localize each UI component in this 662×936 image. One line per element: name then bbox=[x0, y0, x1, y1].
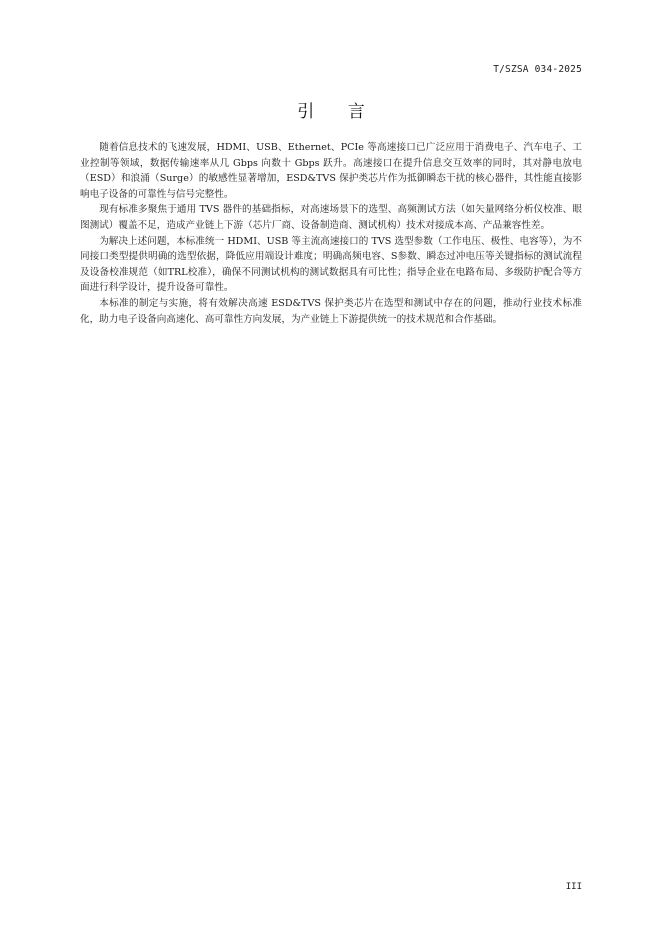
paragraph-background: 随着信息技术的飞速发展，HDMI、USB、Ethernet、PCIe 等高速接口已广泛应用于消费电子、汽车电子、工业控制等领域，数据传输速率从几 Gbps 向数十 Gbps 跃升。高速接口在提升信息交互效率的同时，其对静电放电（ESD）和浪涌（Surge）的敏感性显著增加，ESD&TVS 保护类芯片作为抵御瞬态干扰的核心器件，其性能直接影响电子设备的可靠性与信号完整性。 bbox=[80, 142, 582, 200]
page-title: 引 言 bbox=[297, 102, 379, 123]
introduction-body bbox=[80, 140, 582, 327]
standard-code: T/SZSA 034-2025 bbox=[493, 64, 582, 75]
page-number: III bbox=[565, 882, 582, 892]
paragraph-solution: 为解决上述问题，本标准统一 HDMI、USB 等主流高速接口的 TVS 选型参数（工作电压、极性、电容等），为不同接口类型提供明确的选型依据，降低应用端设计难度；明确高频电容、S参数、瞬态过冲电压等关键指标的测试流程及设备校准规范（如TRL校准），确保不同测试机构的测试数据具有可比性；指导企业在电路布局、多级防护配合等方面进行科学设计，提升设备可靠性。 bbox=[80, 235, 582, 294]
paragraph-significance: 本标准的制定与实施，将有效解决高速 ESD&TVS 保护类芯片在选型和测试中存在的问题，推动行业技术标准化，助力电子设备向高速化、高可靠性方向发展，为产业链上下游提供统一的技术规范和合作基础。 bbox=[80, 297, 582, 325]
paragraph-problem: 现有标准多聚焦于通用 TVS 器件的基础指标，对高速场景下的选型、高频测试方法（如矢量网络分析仪校准、眼图测试）覆盖不足，造成产业链上下游（芯片厂商、设备制造商、测试机构）技术对接成本高、产品兼容性差。 bbox=[80, 204, 582, 231]
